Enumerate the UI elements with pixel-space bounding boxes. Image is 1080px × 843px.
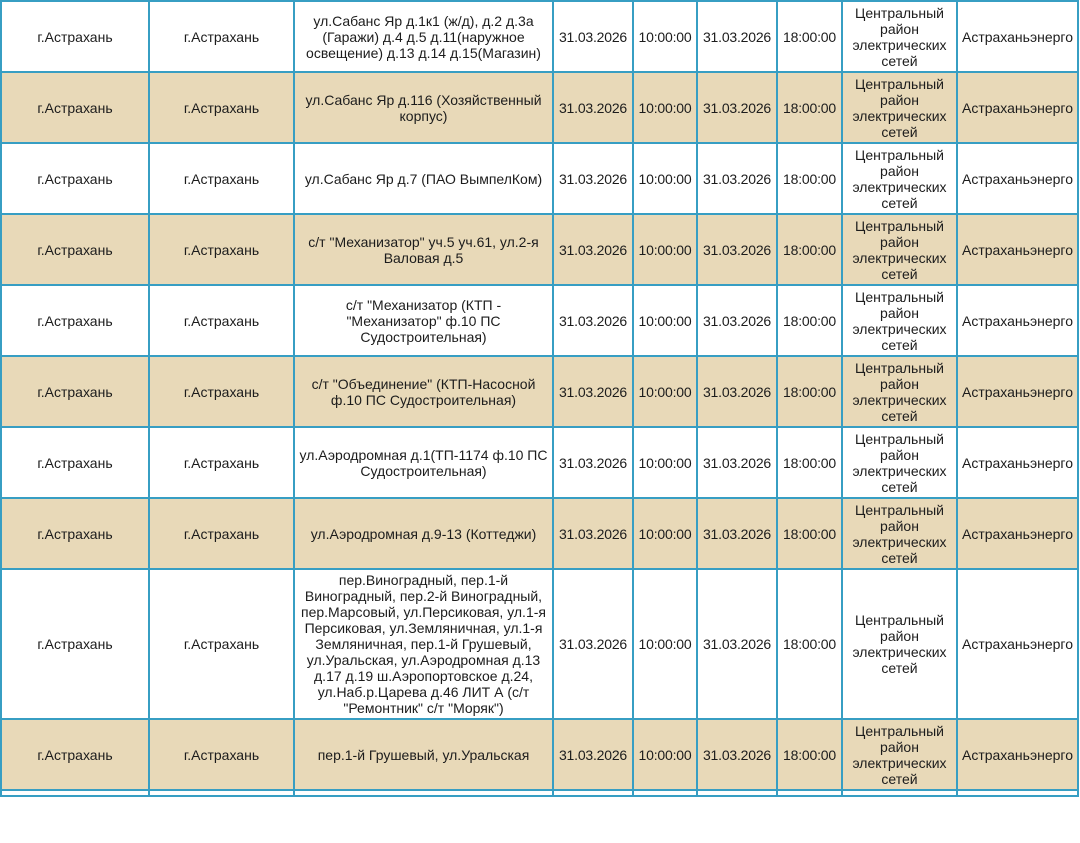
cell-end-time: 18:00:00	[777, 143, 842, 214]
cell-start-date: 31.03.2026	[553, 356, 633, 427]
cell-end-time: 18:00:00	[777, 427, 842, 498]
cell-district: Центральный район электрических сетей	[842, 498, 957, 569]
cell-start-time: 10:00:00	[633, 1, 697, 72]
cell-address: ул.Аэродромная д.1(ТП-1174 ф.10 ПС Судостроительная)	[294, 427, 553, 498]
cell-city: г.Астрахань	[149, 569, 294, 719]
cell-end-date: 31.03.2026	[697, 719, 777, 790]
cell-end-date: 31.03.2026	[697, 72, 777, 143]
cell-company: Астраханьэнерго	[957, 143, 1078, 214]
cell-start-date: 31.03.2026	[553, 285, 633, 356]
cell-region: г.Астрахань	[1, 72, 149, 143]
table-row	[1, 1, 1078, 72]
table-row	[1, 569, 1078, 719]
cell-start-time: 10:00:00	[633, 143, 697, 214]
cell-company: Астраханьэнерго	[957, 569, 1078, 719]
cell-city: г.Астрахань	[149, 1, 294, 72]
table-row	[1, 356, 1078, 427]
cell-end-date: 31.03.2026	[697, 285, 777, 356]
cell-start-date: 31.03.2026	[553, 1, 633, 72]
cell-company: Астраханьэнерго	[957, 214, 1078, 285]
cell-city: г.Астрахань	[149, 143, 294, 214]
cell-region: г.Астрахань	[1, 498, 149, 569]
cell-district: Центральный район электрических сетей	[842, 427, 957, 498]
cell-company	[957, 790, 1078, 796]
cell-region: г.Астрахань	[1, 356, 149, 427]
cell-end-time: 18:00:00	[777, 1, 842, 72]
cell-start-date: 31.03.2026	[553, 143, 633, 214]
cell-city: г.Астрахань	[149, 72, 294, 143]
cell-region: г.Астрахань	[1, 214, 149, 285]
cell-address: ул.Сабанс Яр д.7 (ПАО ВымпелКом)	[294, 143, 553, 214]
cell-start-time: 10:00:00	[633, 285, 697, 356]
cell-district: Центральный район электрических сетей	[842, 356, 957, 427]
table-row	[1, 72, 1078, 143]
cell-company: Астраханьэнерго	[957, 719, 1078, 790]
cell-region: г.Астрахань	[1, 1, 149, 72]
cell-address: с/т "Объединение" (КТП-Насосной ф.10 ПС Судостроительная)	[294, 356, 553, 427]
cell-city: г.Астрахань	[149, 719, 294, 790]
cell-district: Центральный район электрических сетей	[842, 285, 957, 356]
cell-address: пер.1-й Грушевый, ул.Уральская	[294, 719, 553, 790]
cell-district	[842, 790, 957, 796]
cell-address: ул.Аэродромная д.9-13 (Коттеджи)	[294, 498, 553, 569]
cell-address: с/т "Механизатор (КТП - "Механизатор" ф.10 ПС Судостроительная)	[294, 285, 553, 356]
table-row	[1, 427, 1078, 498]
table-row	[1, 285, 1078, 356]
cell-end-date	[697, 790, 777, 796]
cell-address: с/т "Механизатор" уч.5 уч.61, ул.2-я Валовая д.5	[294, 214, 553, 285]
table-row	[1, 498, 1078, 569]
cell-start-date: 31.03.2026	[553, 498, 633, 569]
cell-district: Центральный район электрических сетей	[842, 1, 957, 72]
cell-start-time: 10:00:00	[633, 356, 697, 427]
cell-company: Астраханьэнерго	[957, 285, 1078, 356]
cell-company: Астраханьэнерго	[957, 1, 1078, 72]
cell-region: г.Астрахань	[1, 285, 149, 356]
cell-region	[1, 790, 149, 796]
cell-district: Центральный район электрических сетей	[842, 72, 957, 143]
cell-end-time: 18:00:00	[777, 214, 842, 285]
cell-region: г.Астрахань	[1, 427, 149, 498]
cell-region: г.Астрахань	[1, 719, 149, 790]
cell-end-time: 18:00:00	[777, 285, 842, 356]
table-row	[1, 143, 1078, 214]
cell-region: г.Астрахань	[1, 143, 149, 214]
cell-city: г.Астрахань	[149, 356, 294, 427]
table-row-partial	[1, 790, 1078, 796]
cell-city: г.Астрахань	[149, 285, 294, 356]
cell-company: Астраханьэнерго	[957, 72, 1078, 143]
cell-start-time: 10:00:00	[633, 569, 697, 719]
cell-end-time: 18:00:00	[777, 72, 842, 143]
cell-city: г.Астрахань	[149, 498, 294, 569]
cell-end-date: 31.03.2026	[697, 356, 777, 427]
cell-district: Центральный район электрических сетей	[842, 719, 957, 790]
cell-end-time: 18:00:00	[777, 719, 842, 790]
cell-address: ул.Сабанс Яр д.1к1 (ж/д), д.2 д.3а (Гаражи) д.4 д.5 д.11(наружное освещение) д.13 д.14 д.15(Магазин)	[294, 1, 553, 72]
cell-end-date: 31.03.2026	[697, 1, 777, 72]
cell-start-time: 10:00:00	[633, 427, 697, 498]
cell-start-time	[633, 790, 697, 796]
cell-start-date: 31.03.2026	[553, 72, 633, 143]
table-row	[1, 214, 1078, 285]
cell-address: пер.Виноградный, пер.1-й Виноградный, пер.2-й Виноградный, пер.Марсовый, ул.Персиковая, ул.1-я Персиковая, ул.Земляничная, ул.1-я Земляничная, пер.1-й Грушевый, ул.Уральская, ул.Аэродромная д.13 д.17 д.19 ш.Аэропортовское д.24, ул.Наб.р.Царева д.46 ЛИТ А (с/т "Ремонтник" с/т "Моряк")	[294, 569, 553, 719]
cell-start-date: 31.03.2026	[553, 569, 633, 719]
table-row	[1, 719, 1078, 790]
cell-company: Астраханьэнерго	[957, 427, 1078, 498]
cell-district: Центральный район электрических сетей	[842, 214, 957, 285]
cell-address: ул.Сабанс Яр д.116 (Хозяйственный корпус)	[294, 72, 553, 143]
cell-district: Центральный район электрических сетей	[842, 569, 957, 719]
cell-start-date: 31.03.2026	[553, 214, 633, 285]
cell-end-date: 31.03.2026	[697, 143, 777, 214]
cell-city: г.Астрахань	[149, 427, 294, 498]
cell-company: Астраханьэнерго	[957, 498, 1078, 569]
cell-city: г.Астрахань	[149, 214, 294, 285]
cell-start-time: 10:00:00	[633, 72, 697, 143]
cell-start-time: 10:00:00	[633, 498, 697, 569]
cell-end-time: 18:00:00	[777, 498, 842, 569]
cell-end-date: 31.03.2026	[697, 427, 777, 498]
cell-start-date	[553, 790, 633, 796]
cell-end-date: 31.03.2026	[697, 214, 777, 285]
cell-city	[149, 790, 294, 796]
cell-address	[294, 790, 553, 796]
cell-end-date: 31.03.2026	[697, 569, 777, 719]
cell-company: Астраханьэнерго	[957, 356, 1078, 427]
cell-end-time: 18:00:00	[777, 356, 842, 427]
cell-start-time: 10:00:00	[633, 214, 697, 285]
cell-end-time: 18:00:00	[777, 569, 842, 719]
cell-end-time	[777, 790, 842, 796]
cell-end-date: 31.03.2026	[697, 498, 777, 569]
cell-start-time: 10:00:00	[633, 719, 697, 790]
cell-start-date: 31.03.2026	[553, 427, 633, 498]
cell-district: Центральный район электрических сетей	[842, 143, 957, 214]
cell-region: г.Астрахань	[1, 569, 149, 719]
cell-start-date: 31.03.2026	[553, 719, 633, 790]
